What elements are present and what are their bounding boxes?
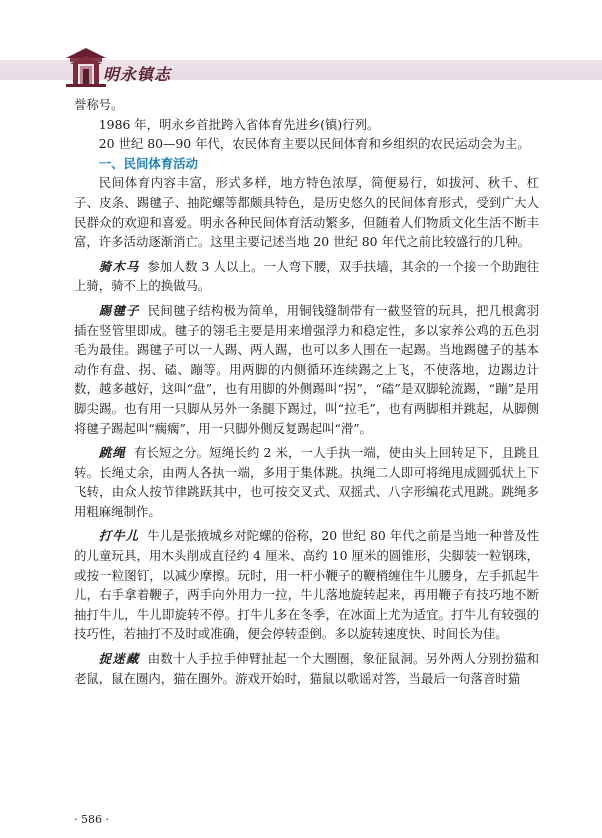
term-label: 骑木马 — [98, 258, 140, 274]
term-label: 跳绳 — [98, 445, 126, 461]
term-label: 捉迷藏 — [98, 651, 140, 667]
term-text: 民间毽子结构极为简单，用铜钱缝制带有一截竖管的玩具，把几根禽羽插在竖管里即成。毽子的翎毛主要是用来增强浮力和稳定性，多以家养公鸡的五色羽毛为最佳。踢毽子可以一人踢、两人踢，也可以多人围在一起踢。当地踢毽子的基本动作有盘、拐、磕、蹦等。用两脚的内侧循环连续踢之上飞，不使落地，边踢边计数，越多越好，这叫“盘”，也有用脚的外侧踢叫“拐”，“磕”是双脚轮流踢，“蹦”是用脚尖踢。也有用一只脚从另外一条腿下踢过，叫“拉毛”，也有两脚相并跳起，从脚侧将毽子踢起叫“瘸瘸”，用一只脚外侧反复踢起叫“滑”。 — [74, 302, 540, 436]
term-paragraph — [74, 443, 539, 521]
term-paragraph — [74, 526, 539, 644]
body-paragraph: 20 世纪 80—90 年代，农民体育主要以民间体育和乡组织的农民运动会为主。 — [98, 136, 530, 152]
term-label: 踢毽子 — [98, 302, 140, 318]
term-text: 牛儿是张掖城乡对陀螺的俗称，20 世纪 80 年代之前是当地一种普及性的儿童玩具，用木头削成直径约 4 厘米、高约 10 厘米的圆锥形，尖脚装一粒钢珠，或按一粒图钉，以减少摩擦。玩时，用一杆小鞭子的鞭梢缠住牛儿腰身，左手抓起牛儿，右手拿着鞭子，两手向外用力一拉，牛儿落地旋转起来，再用鞭子有技巧地不断抽打牛儿，牛儿即旋转不停。打牛儿多在冬季，在冰面上尤为适宜。打牛儿有较强的技巧性，若抽打不及时或准确，便会停转歪倒。多以旋转速度快、时间长为佳。 — [74, 528, 540, 642]
term-text: 有长短之分。短绳长约 2 米，一人手执一端，使由头上回转足下，且跳且转。长绳丈余，由两人各执一端，多用于集体跳。执绳二人即可将绳甩成圆弧状上下飞转，由众人按节律跳跃其中，也可按交叉式、双摇式、八字形编花式甩跳。跳绳多用粗麻绳制作。 — [74, 445, 539, 519]
term-paragraph — [74, 257, 539, 296]
term-paragraph — [74, 649, 539, 688]
page-number: · 586 · — [74, 813, 109, 826]
term-label: 打牛儿 — [98, 528, 140, 544]
body-paragraph: 民间体育内容丰富，形式多样，地方特色浓厚，简便易行，如拔河、秋千、杠子、皮条、踢毽子、抽陀螺等都颇具特色，是历史悠久的民间体育形式，受到广大人民群众的欢迎和喜爱。明永各种民间体育活动繁多，但随着人们物质文化生活不断丰富，许多活动逐渐消亡。这里主要记述当地 20 世纪 80 年代之前比较盛行的几种。 — [74, 175, 539, 250]
term-paragraph — [74, 301, 539, 438]
section-heading: 一、民间体育活动 — [98, 155, 198, 171]
page-body — [74, 95, 539, 688]
page-header — [0, 0, 602, 105]
header-title: 明永镇志 — [103, 65, 172, 84]
body-paragraph: 1986 年，明永乡首批跨入省体育先进乡(镇)行列。 — [98, 116, 380, 132]
body-paragraph: 誉称号。 — [74, 97, 124, 112]
term-text: 由数十人手拉手伸臂扯起一个大圈圈，象征鼠洞。另外两人分别扮猫和老鼠，鼠在圈内，猫在圈外。游戏开始时，猫鼠以歌谣对答，当最后一句落音时猫 — [74, 651, 540, 686]
term-text: 参加人数 3 人以上。一人弯下腰，双手扶墙，其余的一个接一个助跑往上骑，骑不上的换做马。 — [74, 258, 539, 294]
